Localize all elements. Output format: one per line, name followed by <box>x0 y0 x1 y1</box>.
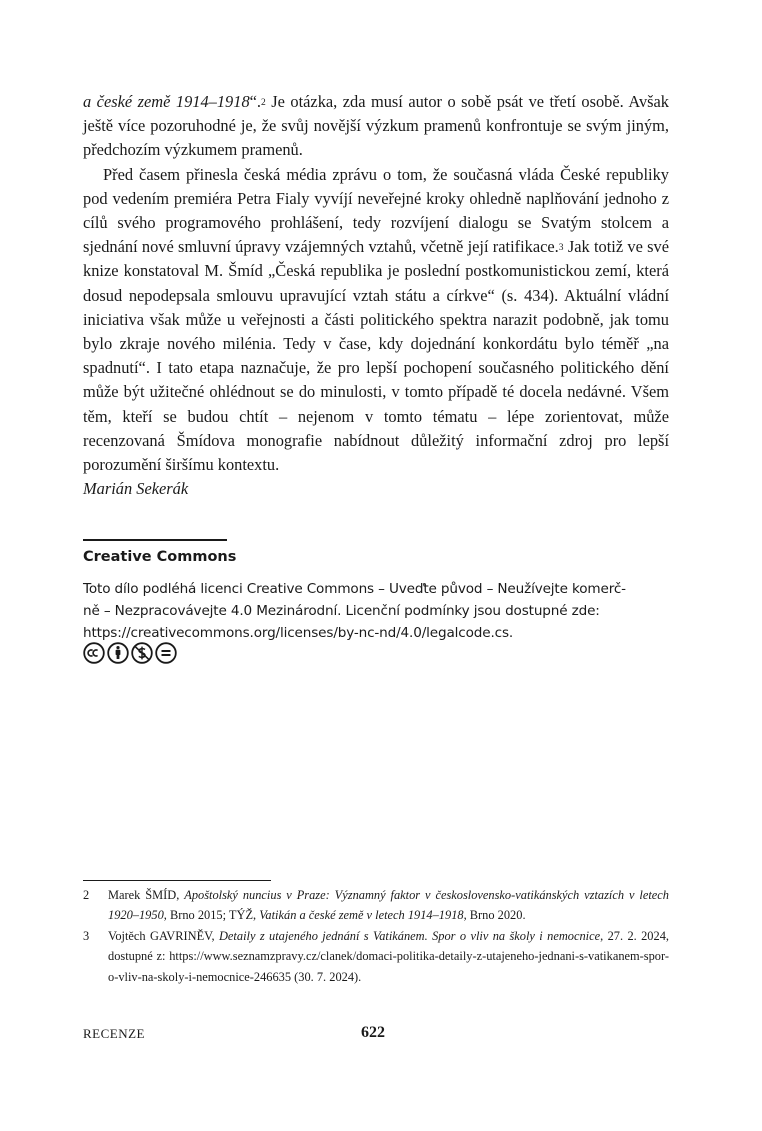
author-signature: Marián Sekerák <box>83 479 189 499</box>
footnote-text-part: , Brno 2020. <box>463 908 526 923</box>
footnote-text <box>108 926 669 987</box>
paragraph-1-text: Je otázka, zda musí autor o sobě psát ve třetí osobě. Avšak ještě více pozoruhodné je, že svůj novější výzkum pramenů konfrontuje se svým jiným, předchozím výzkumem pramenů. <box>83 92 669 160</box>
license-text <box>83 578 669 644</box>
footnote-number: 2 <box>83 888 90 902</box>
noderivatives-icon <box>155 642 177 664</box>
cc-icon <box>83 642 105 664</box>
body-text <box>83 90 669 501</box>
closing-quote: “. <box>249 92 262 111</box>
footnote-text-part: , Brno 2015; TÝŽ, <box>163 908 260 923</box>
footnote-divider <box>83 880 271 881</box>
license-link[interactable]: https://creativecommons.org/licenses/by-nc-nd/4.0/legalcode.cs. <box>83 625 514 641</box>
paragraph-2-text-b: Jak totiž ve své knize konstatoval M. Šmíd „Česká republika je poslední postkomunistickou zemí, která dosud nepodepsala smlouvu upravující vztah státu a církve“ (s. 434). Aktuální vládní iniciativa však může u veřejnosti a části politického spektra narazit podobně, jak tomu bylo zkraje nového milénia. Tedy v čase, kdy dojednání konkordátu bylo téměř „na spadnutí“. I tato etapa naznačuje, že pro lepší pochopení současného politického dění může být užitečné ohlédnout se do minulosti, v tomto případě té docela nedávné. Všem těm, kteří se budou chtít – nejenom v tomto tématu – lépe zorientovat, může recenzovaná Šmídova monografie nabídnout důležitý informační zdroj pro lepší porozumění širšímu kontextu. <box>83 237 669 475</box>
page-number: 622 <box>361 1024 385 1041</box>
cc-badge[interactable] <box>83 642 177 664</box>
license-divider <box>83 539 227 541</box>
footnote-title: Apoštolský nuncius v Praze: Významný faktor v československo-vatikánských vztazích v letech 1920–1950 <box>108 888 669 923</box>
paragraph-1 <box>83 90 669 163</box>
license-line: Toto dílo podléhá licenci Creative Commons – Uveďte původ – Neužívejte komerč- <box>83 581 626 597</box>
footnote-author: Marek ŠMÍD, <box>108 888 185 902</box>
attribution-icon <box>107 642 129 664</box>
book-title-italic: a české země 1914–1918 <box>83 92 250 111</box>
license-line: ně – Nezpracovávejte 4.0 Mezinárodní. Licenční podmínky jsou dostupné zde: <box>83 603 600 619</box>
footnote-link-text[interactable]: , 27. 2. 2024, dostupné z: https://www.seznamzpravy.cz/clanek/domaci-politika-detaily-z-utajeneho-jednani-s-vatikanem-spor-o-vliv-na-skoly-i-nemocnice-246635 (30. 7. 2024). <box>108 928 669 984</box>
paragraph-2-text-a: Před časem přinesla česká média zprávu o tom, že současná vláda České republiky pod vedením premiéra Petra Fialy vyvíjí neveřejné kroky ohledně naplňování jednoho z cílů svého programového prohlášení, tedy rozvíjení dialogu se Svatým stolcem a sjednání nové smluvní úpravy vzájemných vztahů, včetně její ratifikace. <box>83 164 669 257</box>
footnote-3 <box>83 926 669 987</box>
paragraph-2 <box>83 163 669 478</box>
footnote-ref-2[interactable]: 2 <box>261 98 266 108</box>
footnote-2 <box>83 885 669 926</box>
running-footer: RECENZE <box>83 1026 145 1041</box>
noncommercial-icon <box>131 642 153 664</box>
footnote-title: Vatikán a české země v letech 1914–1918 <box>259 908 464 923</box>
license-heading: Creative Commons <box>83 549 237 565</box>
footnotes <box>83 885 669 987</box>
footnote-ref-3[interactable]: 3 <box>558 243 564 254</box>
footnote-author: Vojtěch GAVRINĚV, <box>108 928 219 943</box>
footnote-number: 3 <box>83 928 90 943</box>
footnote-text <box>108 885 669 926</box>
footnote-title: Detaily z utajeného jednání s Vatikánem. Spor o vliv na školy i nemocnice <box>218 928 601 943</box>
